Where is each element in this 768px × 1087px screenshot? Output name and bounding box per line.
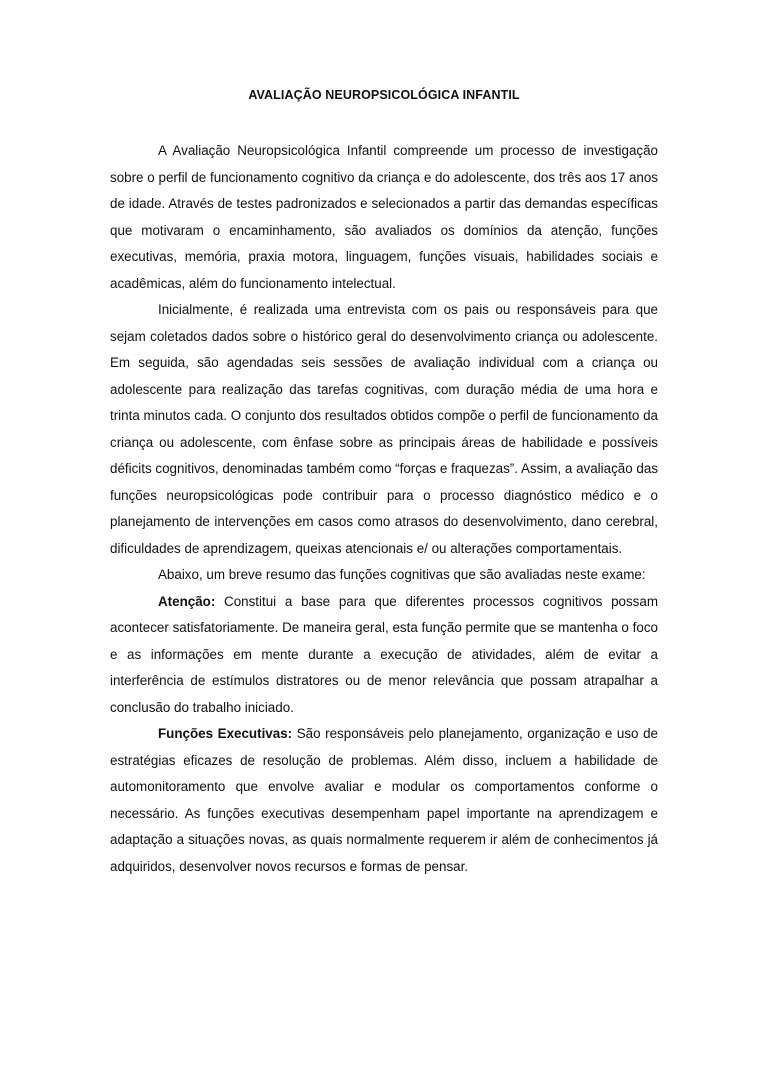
- paragraph-text: Constitui a base para que diferentes processos cognitivos possam acontecer satisfatoriamente. De maneira geral, esta função permite que se mantenha o foco e as informações em mente durante a execução de atividades, além de evitar a interferência de estímulos distratores ou de menor relevância que possam atrapalhar a conclusão do trabalho iniciado.: [110, 593, 658, 715]
- paragraph-text: A Avaliação Neuropsicológica Infantil compreende um processo de investigação sobre o perfil de funcionamento cognitivo da criança e do adolescente, dos três aos 17 anos de idade. Através de testes padronizados e selecionados a partir das demandas específicas que motivaram o encaminhamento, são avaliados os domínios da atenção, funções executivas, memória, praxia motora, linguagem, funções visuais, habilidades sociais e acadêmicas, além do funcionamento intelectual.: [110, 143, 658, 291]
- paragraph-executive-functions: [110, 721, 658, 880]
- paragraph-lead: Atenção:: [158, 593, 216, 609]
- document-title: AVALIAÇÃO NEUROPSICOLÓGICA INFANTIL: [248, 88, 520, 102]
- paragraph-text: Abaixo, um breve resumo das funções cognitivas que são avaliadas neste exame:: [158, 567, 646, 582]
- paragraph-lead: Funções Executivas:: [158, 726, 293, 741]
- paragraph-text: Inicialmente, é realizada uma entrevista com os pais ou responsáveis para que sejam coletados dados sobre o histórico geral do desenvolvimento criança ou adolescente. Em seguida, são agendadas seis sessões de avaliação individual com a criança ou adolescente para realização das tarefas cognitivas, com duração média de uma hora e trinta minutos cada. O conjunto dos resultados obtidos compõe o perfil de funcionamento da criança ou adolescente, com ênfase sobre as principais áreas de habilidade e possíveis déficits cognitivos, denominadas também como “forças e fraquezas”. Assim, a avaliação das funções neuropsicológicas pode contribuir para o processo diagnóstico médico e o planejamento de intervenções em casos como atrasos do desenvolvimento, dano cerebral, dificuldades de aprendizagem, queixas atencionais e/ ou alterações comportamentais.: [110, 302, 658, 556]
- paragraph-procedure: [110, 297, 658, 562]
- paragraph-attention: [110, 589, 658, 722]
- paragraph-text: São responsáveis pelo planejamento, organização e uso de estratégias eficazes de resolução de problemas. Além disso, incluem a habilidade de automonitoramento que envolve avaliar e modular os comportamentos conforme o necessário. As funções executivas desempenham papel importante na aprendizagem e adaptação a situações novas, as quais normalmente requerem ir além de conhecimentos já adquiridos, desenvolver novos recursos e formas de pensar.: [110, 726, 658, 874]
- paragraph-intro: [110, 138, 658, 297]
- paragraph-summary-intro: [110, 562, 658, 589]
